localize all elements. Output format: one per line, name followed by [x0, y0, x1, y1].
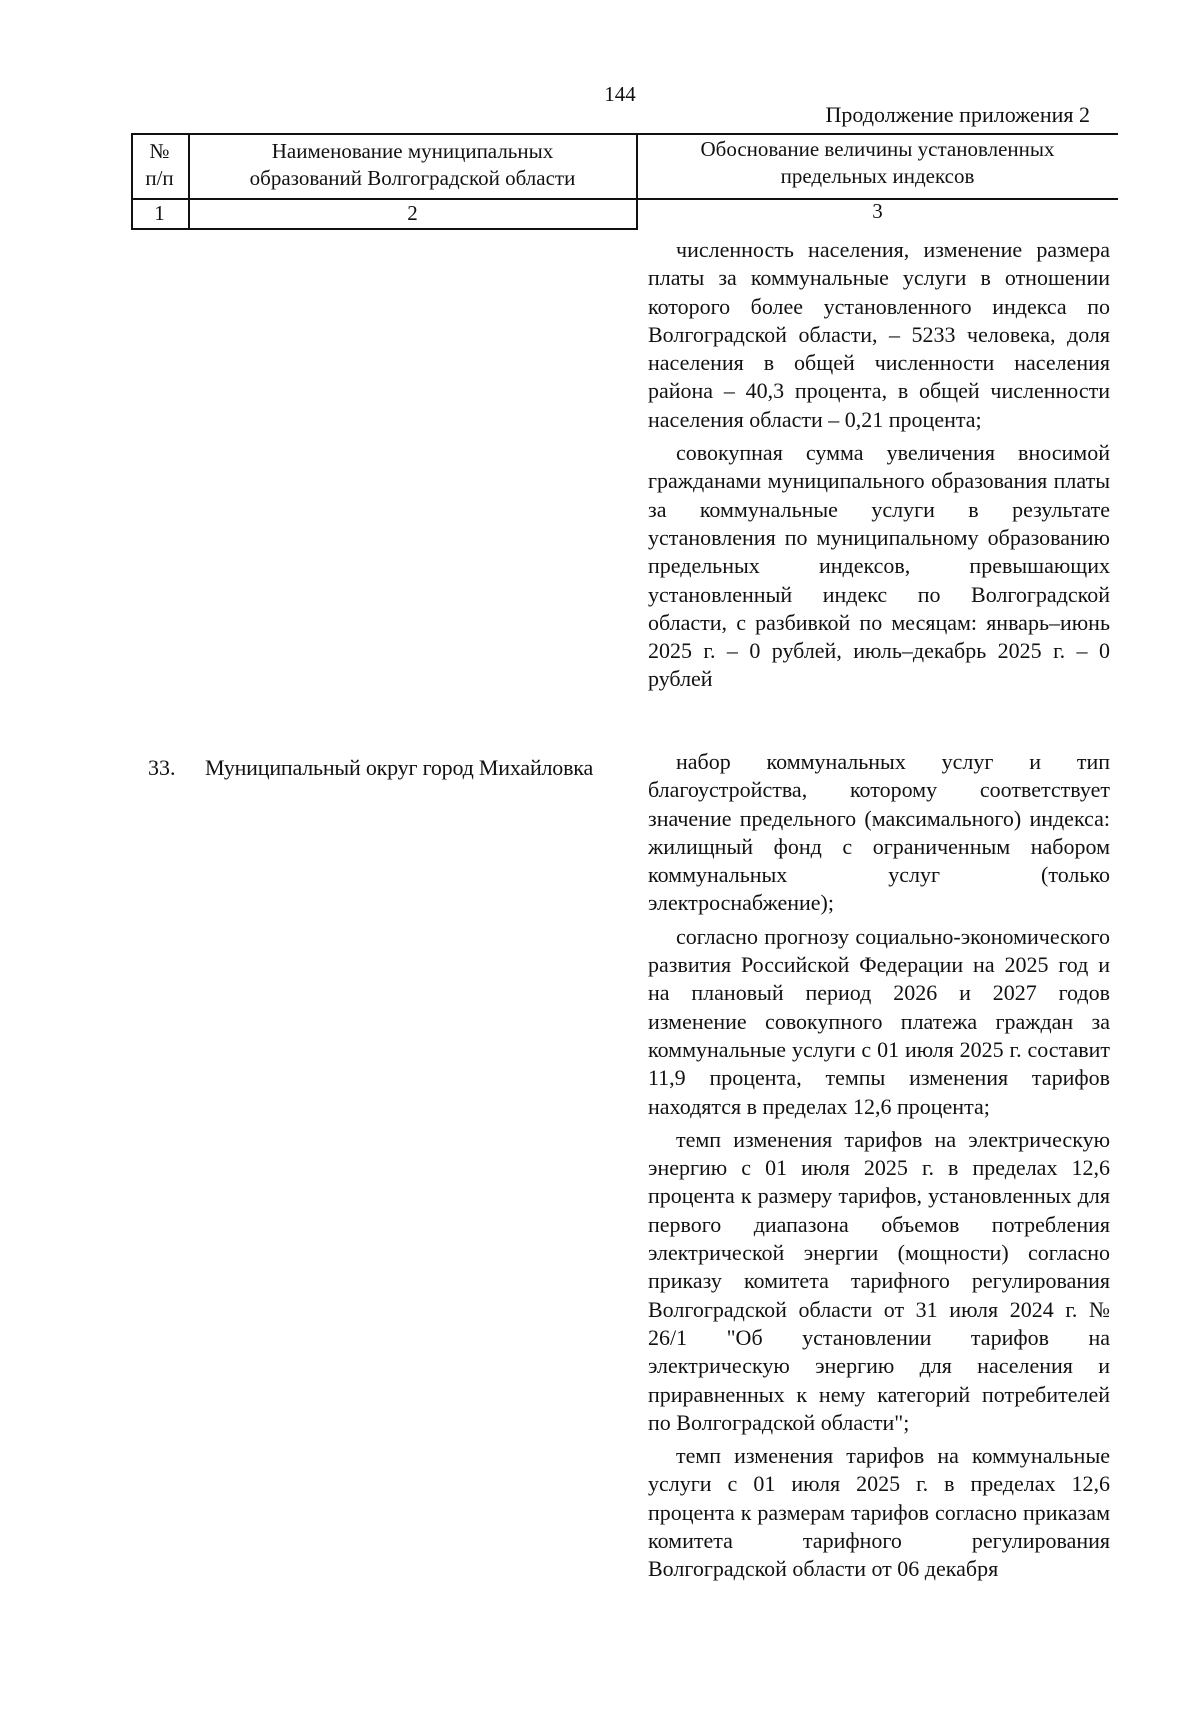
header-col3	[637, 136, 1118, 190]
header-col3-line2: предельных индексов	[780, 164, 975, 188]
header-bottom-rule	[131, 228, 636, 230]
continuation-text	[648, 236, 1110, 699]
header-col1-line1: №	[149, 139, 170, 163]
header-col3-line1: Обоснование величины установленных	[700, 137, 1055, 161]
header-col1-line2: п/п	[145, 166, 174, 190]
header-num-1: 1	[154, 201, 165, 225]
header-num-3: 3	[872, 199, 883, 223]
row-33-number: 33.	[148, 755, 176, 780]
table-header	[131, 130, 1118, 231]
row-33-justification	[648, 748, 1110, 1589]
header-num-2: 2	[407, 201, 418, 225]
header-col2-line1: Наименование муниципальных	[271, 139, 554, 163]
header-col2	[189, 138, 636, 192]
continuation-paragraph-1: численность населения, изменение размера платы за коммунальные услуги в отношении которого более установленного индекса по Волгоградской области, – 5233 человека, доля населения в общей численности населения района – 40,3 процента, в общей численности населения области – 0,21 процента;	[648, 237, 1110, 432]
row-33-paragraph-4: темп изменения тарифов на коммунальные услуги с 01 июля 2025 г. в пределах 12,6 процента к размерам тарифов согласно приказам комитета тарифного регулирования Волгоградской области от 06 декабря	[648, 1443, 1110, 1582]
appendix-note: Продолжение приложения 2	[825, 102, 1090, 127]
header-top-rule	[131, 133, 1118, 135]
header-col2-line2: образований Волгоградской области	[249, 166, 576, 190]
header-col1	[131, 138, 188, 192]
row-33-paragraph-1: набор коммунальных услуг и тип благоустройства, которому соответствует значение предельного (максимального) индекса: жилищный фонд с ограниченным набором коммунальных услуг (только электроснабжение);	[648, 749, 1110, 916]
page-number: 144	[604, 82, 636, 106]
row-33-paragraph-2: согласно прогнозу социально-экономического развития Российской Федерации на 2025 год и на плановый период 2026 и 2027 годов изменение совокупного платежа граждан за коммунальные услуги с 01 июля 2025 г. составит 11,9 процента, темпы изменения тарифов находятся в пределах 12,6 процента;	[648, 923, 1110, 1119]
continuation-paragraph-2: совокупная сумма увеличения вносимой гражданами муниципального образования платы за коммунальные услуги в результате установления по муниципальному образованию предельных индексов, превышающих установленный индекс по Волгоградской области, с разбивкой по месяцам: январь–июнь 2025 г. – 0 рублей, июль–декабрь 2025 г. – 0 рублей	[648, 440, 1110, 692]
row-33-name: Муниципальный округ город Михайловка	[205, 755, 594, 780]
row-33-paragraph-3: темп изменения тарифов на электрическую энергию с 01 июля 2025 г. в пределах 12,6 процента к размеру тарифов, установленных для первого диапазона объемов потребления электрической энергии (мощности) согласно приказу комитета тарифного регулирования Волгоградской области от 31 июля 2024 г. № 26/1 "Об установлении тарифов на электрическую энергию для населения и приравненных к нему категорий потребителей по Волгоградской области";	[648, 1126, 1110, 1435]
